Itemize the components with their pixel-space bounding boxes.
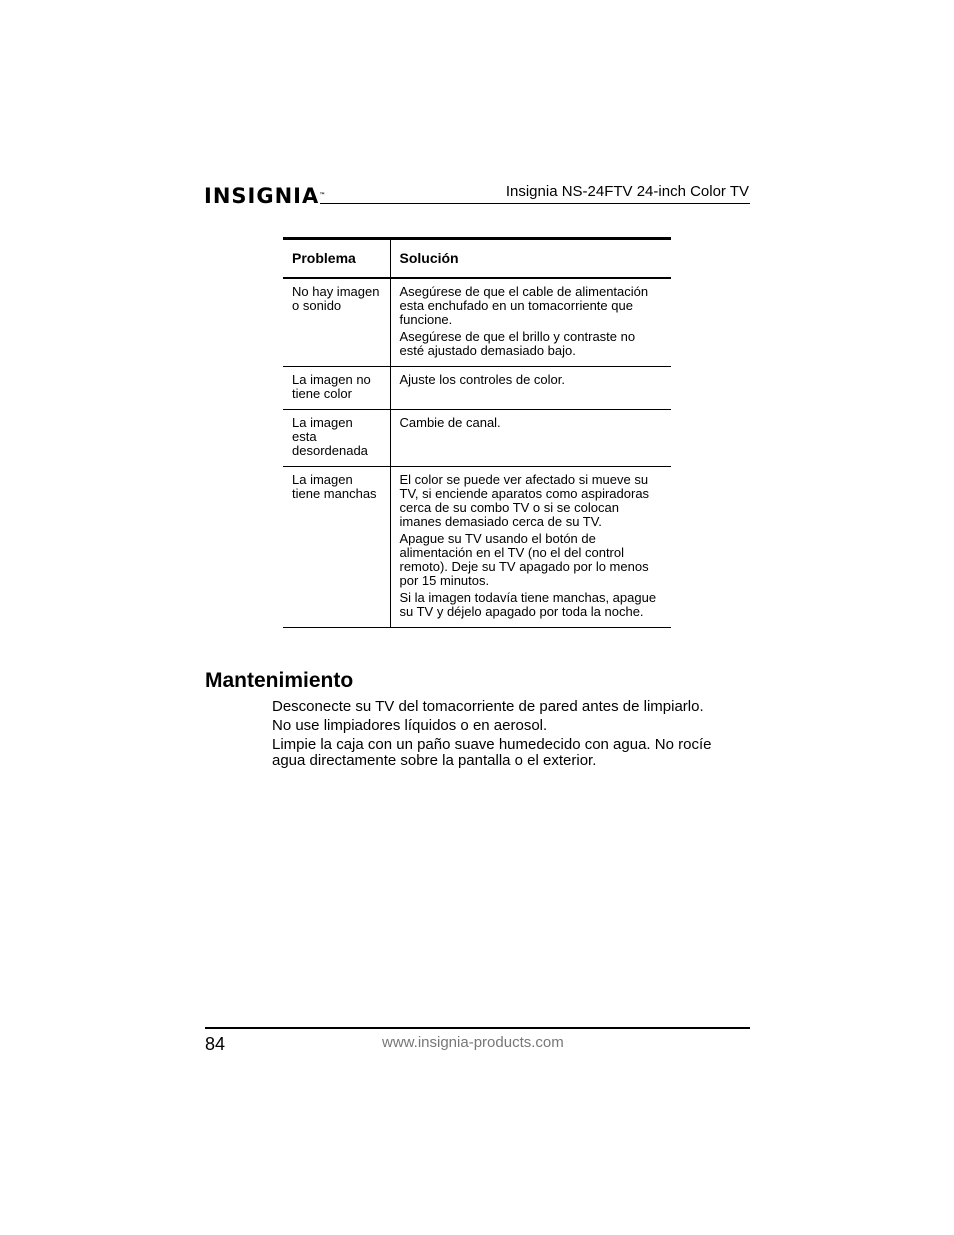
page-number: 84 xyxy=(205,1034,226,1054)
section-heading-maintenance: Mantenimiento xyxy=(205,669,354,692)
solution-cell xyxy=(390,278,671,367)
solution-text: Apague su TV usando el botón de alimentación en el TV (no el del control remoto). Deje su TV apagado por lo menos por 15 minutos. xyxy=(399,531,649,588)
table-header xyxy=(283,239,671,279)
troubleshooting-table xyxy=(283,237,671,628)
footer-url: www.insignia-products.com xyxy=(382,1034,564,1051)
maintenance-body xyxy=(272,699,742,772)
logo-text: INSIGNIA xyxy=(204,184,320,208)
solution-text: Asegúrese de que el cable de alimentación esta enchufado en un tomacorriente que funcione. xyxy=(399,284,649,327)
insignia-logo xyxy=(204,183,325,209)
solution-cell xyxy=(390,410,671,467)
logo-trademark: ™ xyxy=(319,192,326,199)
problem-cell: La imagen tiene manchas xyxy=(283,467,390,628)
solution-text: Si la imagen todavía tiene manchas, apague su TV y déjelo apagado por toda la noche. xyxy=(399,590,657,619)
problem-cell: No hay imagen o sonido xyxy=(283,278,390,367)
solution-cell xyxy=(390,367,671,410)
solution-text: Cambie de canal. xyxy=(399,415,501,430)
column-header-problem: Problema xyxy=(283,239,390,279)
table-header-row xyxy=(283,239,671,279)
footer-rule xyxy=(205,1027,750,1029)
table-row xyxy=(283,367,671,410)
column-header-solution: Solución xyxy=(399,250,459,266)
document-title: Insignia NS-24FTV 24-inch Color TV xyxy=(505,183,749,200)
solution-text: Asegúrese de que el brillo y contraste no esté ajustado demasiado bajo. xyxy=(399,329,636,358)
table-body xyxy=(283,278,671,628)
problem-cell: La imagen esta desordenada xyxy=(283,410,390,467)
maintenance-paragraph: Limpie la caja con un paño suave humedecido con agua. No rocíe agua directamente sobre la pantalla o el exterior. xyxy=(272,736,712,769)
table-row xyxy=(283,410,671,467)
table-row xyxy=(283,278,671,367)
problem-cell: La imagen no tiene color xyxy=(283,367,390,410)
header-rule xyxy=(320,203,750,204)
maintenance-paragraph: No use limpiadores líquidos o en aerosol. xyxy=(272,717,548,734)
solution-text: Ajuste los controles de color. xyxy=(399,372,565,387)
table-row xyxy=(283,467,671,628)
maintenance-paragraph: Desconecte su TV del tomacorriente de pared antes de limpiarlo. xyxy=(272,698,704,715)
solution-cell xyxy=(390,467,671,628)
solution-text: El color se puede ver afectado si mueve su TV, si enciende aparatos como aspiradoras cerca de su combo TV o si se colocan imanes demasiado cerca de su TV. xyxy=(399,472,650,529)
